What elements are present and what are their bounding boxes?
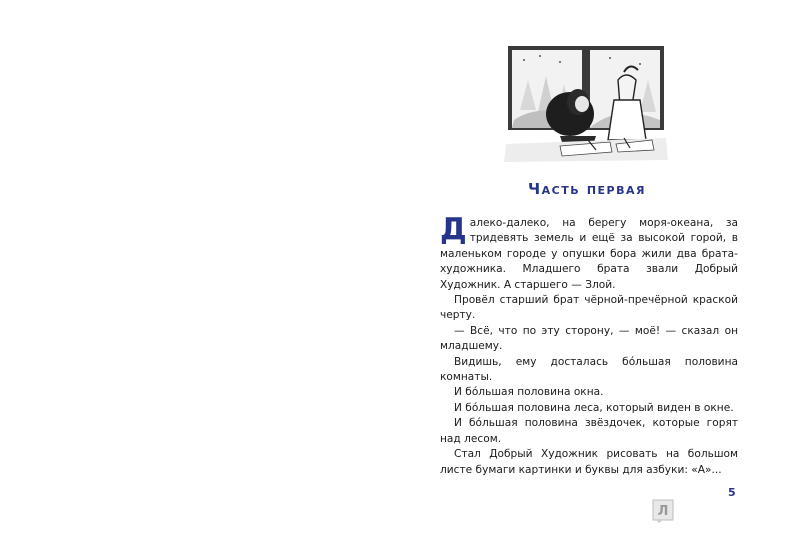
story-text xyxy=(440,212,738,478)
two-artists-illustration xyxy=(500,40,672,162)
story-paragraph: Видишь, ему досталась бóльшая половина комнаты. xyxy=(440,355,738,384)
story-paragraph: Стал Добрый Художник рисовать на большом листе бумаги картинки и буквы для азбуки: «А»... xyxy=(440,448,738,476)
svg-text:Л: Л xyxy=(657,504,669,519)
dropcap-letter: Д xyxy=(440,212,467,247)
story-paragraph: — Всё, что по эту сторону, — моё! — сказал он младшему. xyxy=(440,324,738,353)
story-paragraph: Провёл старший брат чёрной-пречёрной краской черту. xyxy=(440,294,738,322)
first-paragraph xyxy=(440,212,738,293)
chapter-title: Часть первая xyxy=(528,180,646,198)
first-paragraph-text: алеко-далеко, на берегу моря-океана, за тридевять земель и ещё за высокой горой, в маленьком городе у опушки бора жили два брата-художника. Младшего брата звали Добрый Художник. А старшего — Злой. xyxy=(440,217,738,291)
publisher-logo-icon xyxy=(652,499,674,523)
page-number: 5 xyxy=(728,486,736,499)
story-paragraph: И бóльшая половина звёздочек, которые горят над лесом. xyxy=(440,417,738,445)
story-paragraph: И бóльшая половина окна. xyxy=(454,386,604,399)
story-paragraph: И бóльшая половина леса, который виден в окне. xyxy=(454,401,734,414)
